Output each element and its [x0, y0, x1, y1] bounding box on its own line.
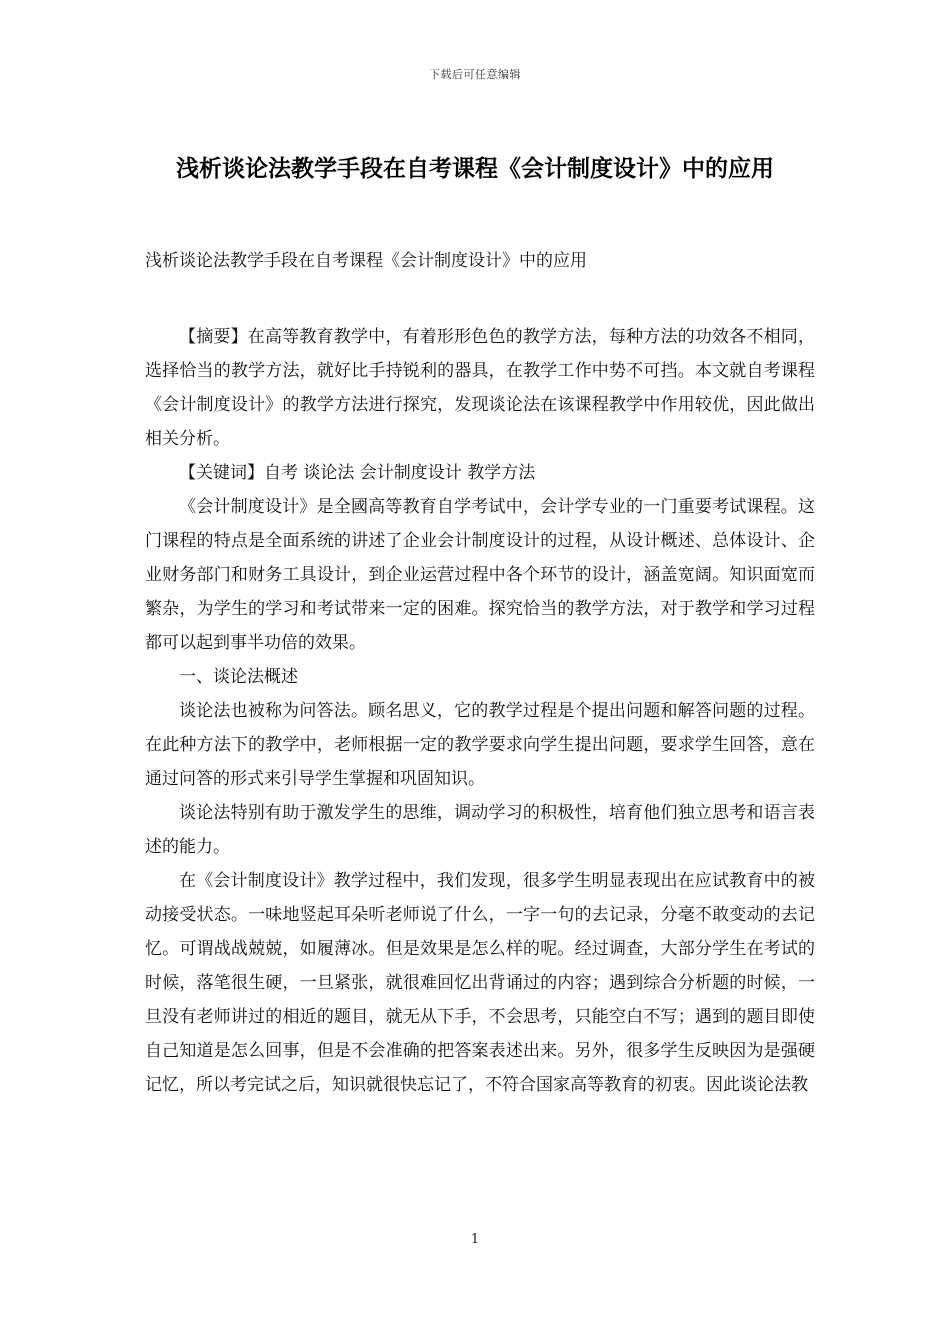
document-body: [145, 244, 815, 1102]
page-number: 1: [470, 1232, 480, 1247]
document-subtitle: 浅析谈论法教学手段在自考课程《会计制度设计》中的应用: [145, 251, 587, 271]
body-paragraph: 谈论法也被称为问答法。顾名思义，它的教学过程是个提出问题和解答问题的过程。在此种方法下的教学中，老师根据一定的教学要求向学生提出问题，要求学生回答，意在通过问答的形式来引导学生掌握和巩固知识。: [145, 701, 815, 789]
keywords-paragraph: 【关键词】自考 谈论法 会计制度设计 教学方法: [179, 463, 536, 483]
document-title: 浅析谈论法教学手段在自考课程《会计制度设计》中的应用: [176, 156, 774, 182]
body-paragraph: 《会计制度设计》是全國高等教育自学考试中，会计学专业的一门重要考试课程。这门课程的特点是全面系统的讲述了企业会计制度设计的过程，从设计概述、总体设计、企业财务部门和财务工具设计，到企业运营过程中各个环节的设计，涵盖宽阔。知识面宽而繁杂，为学生的学习和考试带来一定的困难。探究恰当的教学方法，对于教学和学习过程都可以起到事半功倍的效果。: [145, 497, 815, 653]
header-note: 下载后可任意编辑: [429, 68, 521, 81]
body-paragraph: 谈论法特别有助于激发学生的思维，调动学习的积极性，培育他们独立思考和语言表述的能力。: [145, 803, 815, 857]
abstract-paragraph: 【摘要】在高等教育教学中，有着形形色色的教学方法，每种方法的功效各不相同，选择恰当的教学方法，就好比手持锐利的器具，在教学工作中势不可挡。本文就自考课程《会计制度设计》的教学方法进行探究，发现谈论法在该课程教学中作用较优，因此做出相关分析。: [145, 327, 815, 449]
body-paragraph: 在《会计制度设计》教学过程中，我们发现，很多学生明显表现出在应试教育中的被动接受状态。一味地竖起耳朵听老师说了什么，一字一句的去记录，分毫不敢变动的去记忆。可谓战战兢兢，如履薄冰。但是效果是怎么样的呢。经过调查，大部分学生在考试的时候，落笔很生硬，一旦紧张，就很难回忆出背诵过的内容；遇到综合分析题的时候，一旦没有老师讲过的相近的题目，就无从下手，不会思考，只能空白不写；遇到的题目即使自己知道是怎么回事，但是不会准确的把答案表述出来。另外，很多学生反映因为是强硬记忆，所以考完试之后，知识就很快忘记了，不符合国家高等教育的初衷。因此谈论法教: [145, 871, 815, 1095]
section-heading: 一、谈论法概述: [179, 667, 298, 687]
blank-line: [145, 278, 815, 320]
